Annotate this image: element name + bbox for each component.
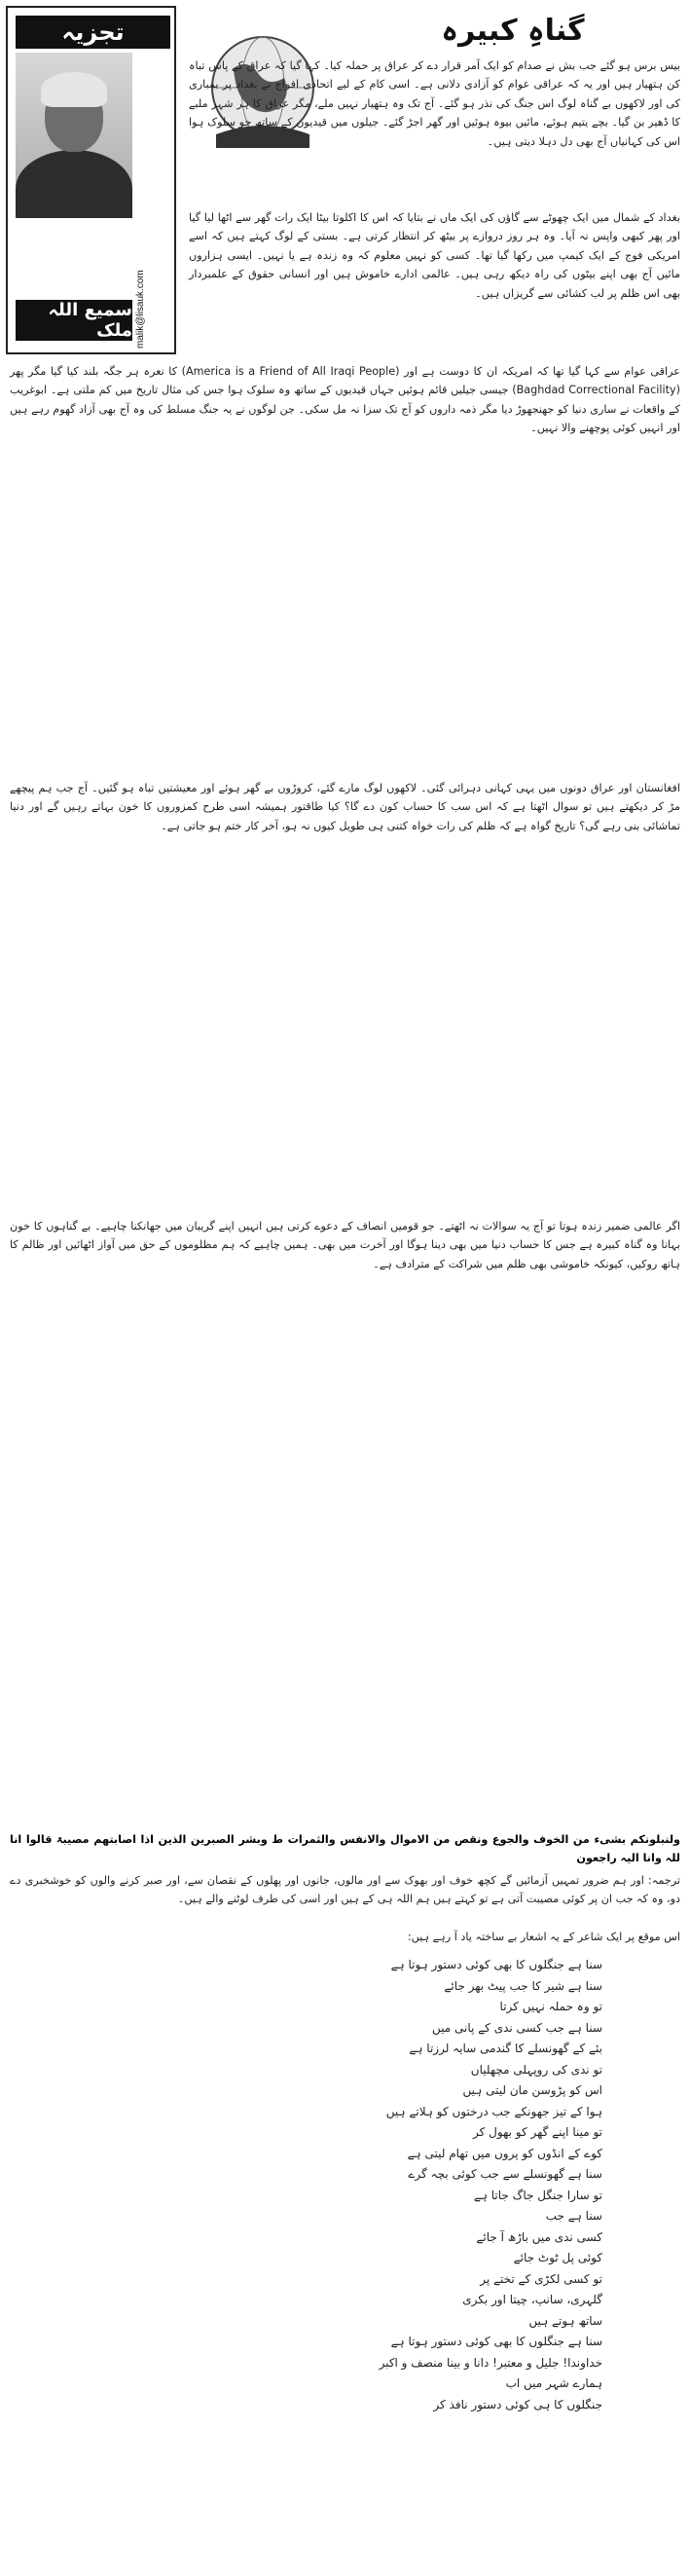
article-paragraph-5: اگر عالمی ضمیر زندہ ہوتا تو آج یہ سوالات نہ اٹھتے۔ جو قومیں انصاف کے دعوے کرتی ہیں انہیں اپنے گریبان میں جھانکنا چاہیے۔ بے گناہوں کا خون بہانا وہ گناہ کبیرہ ہے جس کا حساب دنیا میں بھی دینا ہوگا اور آخرت میں بھی۔ ہمیں چاہیے کہ ہم مظلوموں کے حق میں آواز اٹھائیں اور ظالم کا ہاتھ روکیں، کیونکہ خاموشی بھی ظلم میں شراکت کے مترادف ہے۔ (10, 1220, 680, 1270)
article-paragraph-1: بیس برس ہو گئے جب بش نے صدام کو ایک آمر قرار دے کر عراق پر حملہ کیا۔ کہا گیا کہ عراق کے پاس تباہ کن ہتھیار ہیں اور یہ کہ عراقی عوام کو آزادی دلانی ہے۔ اسی کام کے لیے اتحادی افواج نے بغداد پر بمباری کی اور لاکھوں بے گناہ لوگ اس جنگ کی نذر ہو گئے۔ آج تک وہ ہتھیار نہیں ملے، مگر عراق کا ہر شہر ملبے کا ڈھیر بن گیا۔ بچے یتیم ہوئے، مائیں بیوہ ہوئیں اور گھر اجڑ گئے۔ جیلوں میں قیدیوں کے ساتھ جو سلوک ہوا اس کی کہانیاں آج بھی دل دہلا دیتی ہیں۔ (189, 59, 680, 148)
column-header-box (6, 6, 176, 354)
author-photo (16, 53, 132, 218)
poem-line: جنگلوں کا ہی کوئی دستور نافذ کر (433, 2397, 602, 2411)
poem-line: کوے کے انڈوں کو پروں میں تھام لیتی ہے (407, 2146, 602, 2160)
poem-line: سنا ہے شیر کا جب پیٹ بھر جائے (444, 1978, 602, 1993)
verse-translation: ترجمہ: اور ہم ضرور تمہیں آزمائیں گے کچھ خوف اور بھوک سے اور مالوں، جانوں اور پھلوں کے نقصان سے، اور صبر کرنے والوں کو خوشخبری دے دو، وہ کہ جب ان پر کوئی مصیبت آتی ہے تو کہتے ہیں ہم اللہ ہی کے ہیں اور اسی کی طرف لوٹنے والے ہیں۔ (10, 1874, 680, 1906)
poem-block (320, 1955, 602, 2415)
poem-line: ہوا کے تیز جھونکے جب درختوں کو ہلاتے ہیں (385, 2104, 602, 2118)
poem-intro: اس موقع پر ایک شاعر کے یہ اشعار بے ساختہ یاد آ رہے ہیں: (407, 1931, 680, 1943)
poem-line: تو مینا اپنے گھر کو بھول کر (473, 2125, 602, 2139)
poem-line: کوئی پل ٹوٹ جائے (513, 2251, 602, 2264)
poem-line: تو کسی لکڑی کے تختے پر (480, 2271, 602, 2286)
article-paragraph-3: عراقی عوام سے کہا گیا تھا کہ امریکہ ان کا دوست ہے اور (America is a Friend of All Iraqi People) کا نعرہ ہر جگہ بلند کیا گیا مگر پھر (Baghdad Correctional Facility) جیسی جیلیں قائم ہوئیں جہاں قیدیوں کے ساتھ وہ سلوک ہوا جس کی مثال تاریخ میں کم ملتی ہے۔ ابوغریب کے واقعات نے ساری دنیا کو جھنجھوڑ دیا مگر ذمہ داروں کو آج تک سزا نہ مل سکی۔ جن لوگوں نے یہ جنگ مسلط کی وہ آج بھی آزاد گھوم رہے ہیں اور انہیں کوئی پوچھنے والا نہیں۔ (10, 365, 681, 435)
article-paragraph-2: بغداد کے شمال میں ایک چھوٹے سے گاؤں کی ایک ماں نے بتایا کہ اس کا اکلوتا بیٹا ایک رات گھر سے اٹھا لیا گیا اور پھر کبھی واپس نہ آیا۔ وہ ہر روز دروازے پر بیٹھ کر انتظار کرتی ہے۔ بستی کے لوگ کہتے ہیں کہ اسے امریکی فوج کے ایک کیمپ میں رکھا گیا تھا۔ کسی کو نہیں معلوم کہ وہ زندہ ہے یا نہیں۔ ایسی ہزاروں مائیں آج بھی اپنے بیٹوں کی راہ دیکھ رہی ہیں۔ عالمی ادارے خاموش ہیں اور انسانی حقوق کے علمبردار بھی اس ظلم پر لب کشائی سے گریزاں ہیں۔ (189, 211, 680, 300)
poem-line: سنا ہے جب کسی ندی کے پانی میں (431, 2020, 602, 2035)
poem-line: گلہری، سانپ، چیتا اور بکری (462, 2293, 602, 2306)
author-email: malik@lisauk.com (135, 270, 146, 349)
poem-line: سنا ہے گھونسلے سے جب کوئی بچہ گرے (408, 2167, 602, 2181)
poem-line: بئے کے گھونسلے کا گندمی سایہ لرزتا ہے (409, 2042, 602, 2055)
quran-verse: ولنبلونکم بشیء من الخوف والجوع ونقص من الاموال والانفس والثمرات ط وبشر الصبرین الذین اذا اصابتھم مصیبۃ قالوا انا للہ وانا الیہ راجعون (10, 1833, 680, 1865)
poem-line: سنا ہے جنگلوں کا بھی کوئی دستور ہوتا ہے (390, 1958, 602, 1971)
poem-line: کسی ندی میں باڑھ آ جائے (476, 2229, 602, 2244)
poem-line: ساتھ ہوتے ہیں (528, 2313, 602, 2328)
poem-line: سنا ہے جنگلوں کا بھی کوئی دستور ہوتا ہے (390, 2335, 602, 2348)
poem-line: تو ندی کی روپہلی مچھلیاں (470, 2062, 602, 2077)
poem-line: تو وہ حملہ نہیں کرتا (499, 2000, 602, 2013)
poem-line: ہمارے شہر میں اب (505, 2376, 602, 2390)
article-paragraph-4: افغانستان اور عراق دونوں میں یہی کہانی دہرائی گئی۔ لاکھوں لوگ مارے گئے، کروڑوں بے گھر ہوئے اور معیشتیں تباہ ہو گئیں۔ آج جب ہم پیچھے مڑ کر دیکھتے ہیں تو سوال اٹھتا ہے کہ اس سب کا حساب کون دے گا؟ کیا طاقتور ہمیشہ اسی طرح کمزوروں کا خون بہاتے رہیں گے اور دنیا تماشائی بنی رہے گی؟ تاریخ گواہ ہے کہ ظلم کی رات خواہ کتنی ہی طویل کیوں نہ ہو، آخر کار ختم ہو جاتی ہے۔ (10, 782, 680, 832)
poem-line: تو سارا جنگل جاگ جاتا ہے (473, 2188, 602, 2202)
author-email-container (135, 234, 149, 350)
poem-line: خداوندا! جلیل و معتبر! دانا و بینا منصف و اکبر (379, 2355, 602, 2370)
column-tag: تجزیہ (16, 16, 170, 49)
poem-line: اس کو پڑوسن مان لیتی ہیں (462, 2083, 602, 2097)
article-title: گناہِ کبیرہ (441, 14, 585, 48)
author-name: سمیع اللہ ملک (16, 300, 132, 341)
poem-line: سنا ہے جب (545, 2209, 602, 2223)
